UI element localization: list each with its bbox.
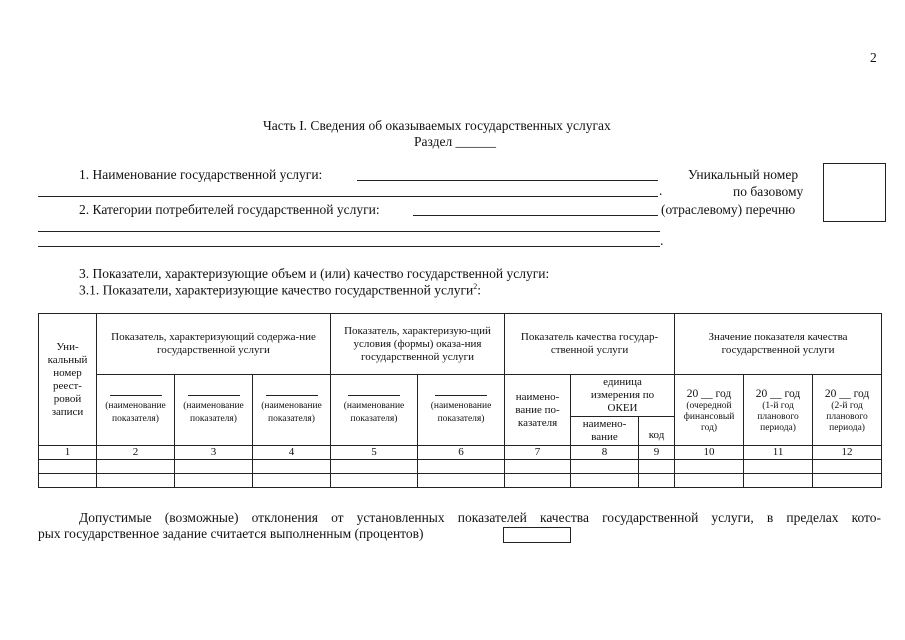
consumer-category-field-3[interactable] xyxy=(38,246,660,247)
period-mark-2: . xyxy=(660,233,664,248)
col-number: 7 xyxy=(505,446,571,460)
tolerance-text-line2: рых государственное задание считается выполненным (процентов) xyxy=(38,526,424,541)
col-number: 8 xyxy=(571,446,639,460)
table-cell[interactable] xyxy=(505,474,571,488)
group-quality: Показатель качества государ-ственной услуги xyxy=(505,314,675,375)
table-cell[interactable] xyxy=(39,474,97,488)
condition-indicator-1[interactable]: (наименование показателя) xyxy=(331,375,418,446)
table-cell[interactable] xyxy=(639,460,675,474)
table-cell[interactable] xyxy=(39,460,97,474)
table-cell[interactable] xyxy=(253,474,331,488)
table-row xyxy=(39,460,882,474)
consumer-category-field-2[interactable] xyxy=(38,231,660,232)
content-indicator-3[interactable]: (наименование показателя) xyxy=(253,375,331,446)
period-mark: . xyxy=(659,183,663,198)
col-number: 3 xyxy=(175,446,253,460)
table-cell[interactable] xyxy=(97,460,175,474)
col-number: 11 xyxy=(744,446,813,460)
table-cell[interactable] xyxy=(571,460,639,474)
quality-indicators-table xyxy=(38,313,882,488)
table-cell[interactable] xyxy=(813,474,882,488)
table-cell[interactable] xyxy=(331,460,418,474)
content-indicator-2[interactable]: (наименование показателя) xyxy=(175,375,253,446)
table-cell[interactable] xyxy=(744,474,813,488)
tolerance-text-line1: Допустимые (возможные) отклонения от установленных показателей качества государственной услуги, в пределах кото- xyxy=(79,510,881,525)
col-unique-number: Уни-кальный номер реест-ровой записи xyxy=(39,314,97,446)
table-cell[interactable] xyxy=(505,460,571,474)
service-name-field-continued[interactable] xyxy=(38,196,658,197)
part-title: Часть I. Сведения об оказываемых государственных услугах xyxy=(263,118,611,133)
col-number: 10 xyxy=(675,446,744,460)
table-cell[interactable] xyxy=(253,460,331,474)
table-row xyxy=(39,474,882,488)
table-cell[interactable] xyxy=(675,460,744,474)
col-number: 6 xyxy=(418,446,505,460)
group-content: Показатель, характеризующий содержа-ние государственной услуги xyxy=(97,314,331,375)
column-numbers-row xyxy=(39,446,882,460)
table-cell[interactable] xyxy=(675,474,744,488)
group-conditions: Показатель, характеризую-щий условия (формы) оказа-ния государственной услуги xyxy=(331,314,505,375)
unit-of-measure: единица измерения по ОКЕИ xyxy=(571,375,675,417)
table-cell[interactable] xyxy=(418,460,505,474)
col-number: 4 xyxy=(253,446,331,460)
table-cell[interactable] xyxy=(744,460,813,474)
indicators-heading: 3. Показатели, характеризующие объем и (или) качество государственной услуги: xyxy=(79,266,550,281)
service-name-field[interactable] xyxy=(357,180,658,181)
section-label: Раздел ______ xyxy=(414,134,497,149)
table-cell[interactable] xyxy=(331,474,418,488)
year-3-header: 20 __ год (2-й год планового периода) xyxy=(813,375,882,446)
year-2-header: 20 __ год (1-й год планового периода) xyxy=(744,375,813,446)
unique-number-line1: Уникальный номер xyxy=(688,167,799,182)
condition-indicator-2[interactable]: (наименование показателя) xyxy=(418,375,505,446)
unit-code: код xyxy=(639,417,675,446)
table-cell[interactable] xyxy=(418,474,505,488)
table-cell[interactable] xyxy=(97,474,175,488)
table-cell[interactable] xyxy=(639,474,675,488)
unique-number-line2: по базовому xyxy=(733,184,804,199)
group-value: Значение показателя качества государственной услуги xyxy=(675,314,882,375)
table-cell[interactable] xyxy=(175,474,253,488)
col-number: 5 xyxy=(331,446,418,460)
tolerance-percent-box[interactable] xyxy=(503,527,571,543)
consumer-category-field[interactable] xyxy=(413,215,658,216)
col-number: 2 xyxy=(97,446,175,460)
col-number: 1 xyxy=(39,446,97,460)
quality-indicators-heading: 3.1. Показатели, характеризующие качество государственной услуги$^2$: xyxy=(79,282,482,298)
table-cell[interactable] xyxy=(813,460,882,474)
service-name-label: 1. Наименование государственной услуги: xyxy=(79,167,323,182)
table-cell[interactable] xyxy=(175,460,253,474)
table-cell[interactable] xyxy=(571,474,639,488)
content-indicator-1[interactable]: (наименование показателя) xyxy=(97,375,175,446)
page-number: 2 xyxy=(870,50,877,65)
unit-name: наимено-вание xyxy=(571,417,639,446)
year-1-header: 20 __ год (очередной финансовый год) xyxy=(675,375,744,446)
col-number: 9 xyxy=(639,446,675,460)
col-number: 12 xyxy=(813,446,882,460)
consumer-category-label: 2. Категории потребителей государственной услуги: xyxy=(79,202,380,217)
quality-indicator-name: наимено-вание по-казателя xyxy=(505,375,571,446)
unique-number-line3: (отраслевому) перечню xyxy=(661,202,796,217)
unique-number-box[interactable] xyxy=(823,163,886,222)
